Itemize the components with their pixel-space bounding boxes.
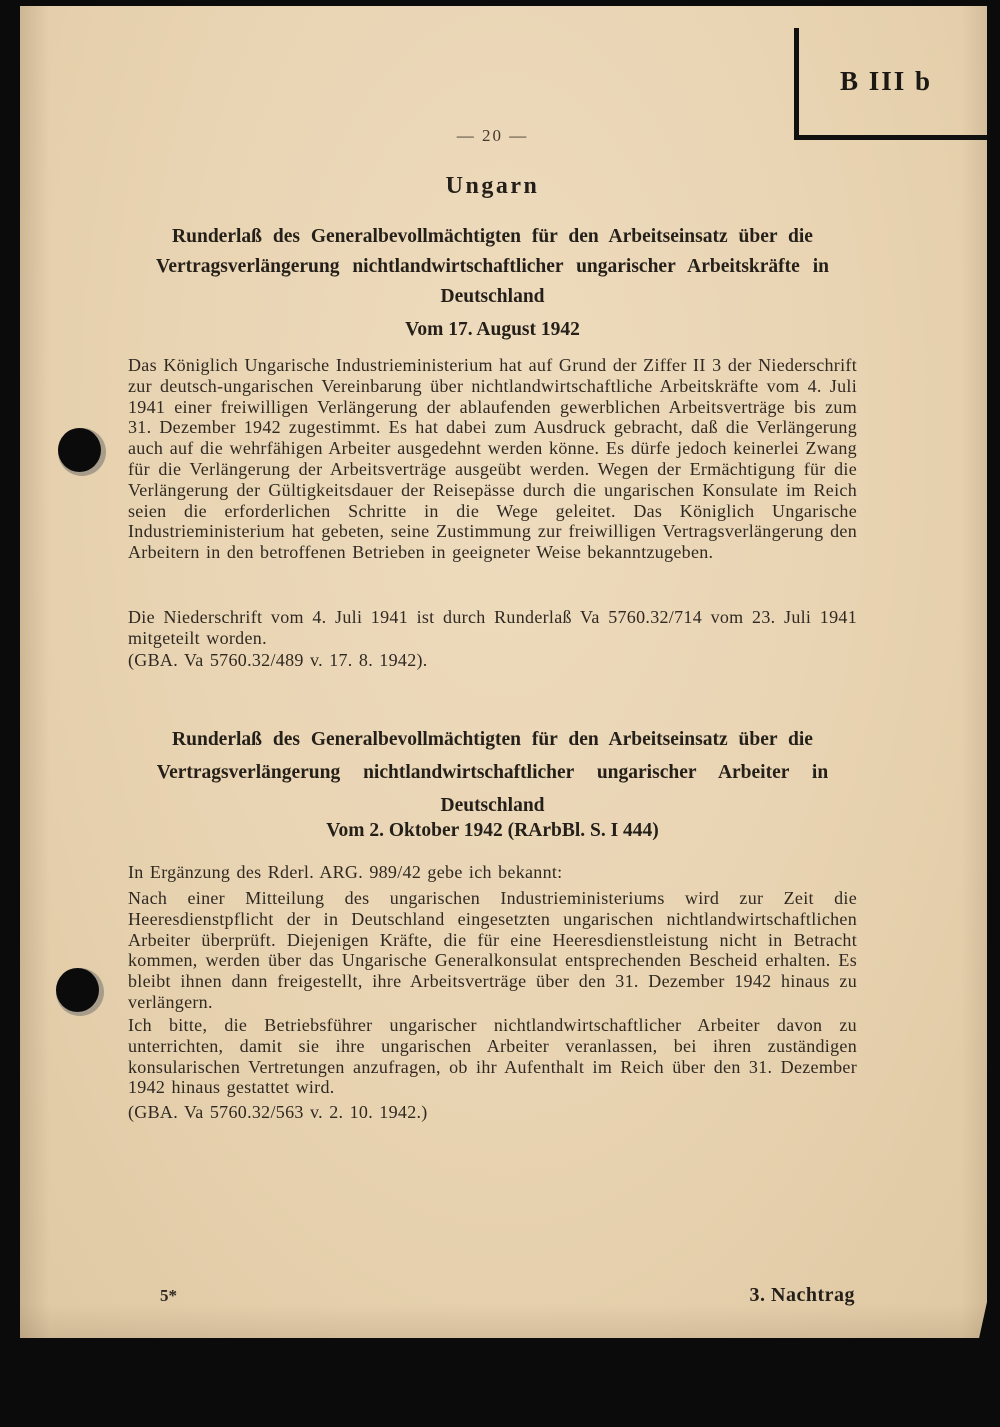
decree-2-paragraph-1: In Ergänzung des Rderl. ARG. 989/42 gebe ich bekannt: [128,862,563,882]
decree-2-reference: (GBA. Va 5760.32/563 v. 2. 10. 1942.) [128,1102,428,1122]
punch-hole-bottom [56,968,104,1016]
classification-tab [794,28,987,140]
decree-1-paragraph-1: Das Königlich Ungarische Industrieministerium hat auf Grund der Ziffer II 3 der Niederschrift zur deutsch-ungarischen Vereinbarung über nichtlandwirtschaftliche Arbeitskräfte vom 4. Juli 1941 einer freiwilligen Verlängerung der ablaufenden gewerblichen Arbeitsverträge bis zum 31. Dezember 1942 zugestimmt. Es hat dabei zum Ausdruck gebracht, daß die Verlängerung auch auf die wehrfähigen Arbeiter ausgedehnt werden könne. Es dürfe jedoch keinerlei Zwang für die Verlängerung der Arbeitsverträge ausgeübt werden. Wegen der Ermächtigung für die Verlängerung der Gültigkeitsdauer der Reisepässe durch die ungarischen Konsulate im Reich seien die erforderlichen Schritte in die Wege geleitet. Das Königlich Ungarische Industrieministerium hat gebeten, seine Zustimmung zur freiwilligen Vertragsverlängerung den Arbeitern in den betroffenen Betrieben in geeigneter Weise bekanntzugeben. [128,355,857,563]
decree-2-date-line: Vom 2. Oktober 1942 (RArbBl. S. I 444) [326,820,659,841]
decree-1-reference: (GBA. Va 5760.32/489 v. 17. 8. 1942). [128,650,428,670]
decree-1-date-line: Vom 17. August 1942 [405,319,580,340]
decree-2-paragraph-2: Nach einer Mitteilung des ungarischen Industrieministeriums wird zur Zeit die Heeresdienstpflicht der in Deutschland eingesetzten ungarischen nichtlandwirtschaftlichen Arbeiter überprüft. Diejenigen Kräfte, die für eine Heeresdienstleistung nicht in Betracht kommen, werden über das Ungarische Generalkonsulat entsprechenden Bescheid erhalten. Es bleibt ihnen dann freigestellt, ihre Arbeitsverträge über den 31. Dezember 1942 hinaus zu verlängern. [128,888,857,1012]
supplement-label: 3. Nachtrag [749,1284,855,1306]
punch-hole-top [58,428,106,476]
decree-2-title [128,723,857,822]
page-number: — 20 — [456,126,529,145]
decree-1-title-line-3: Deutschland [440,286,545,307]
decree-1-title-line-1: Runderlaß des Generalbevollmächtigten für den Arbeitseinsatz über die [172,226,813,247]
decree-2-title-line-2: Vertragsverlängerung nichtlandwirtschaftlicher ungarischer Arbeiter in [156,762,829,783]
footnote-marker: 5* [160,1286,177,1305]
decree-2-title-line-3: Deutschland [440,795,545,816]
decree-2-paragraph-3: Ich bitte, die Betriebsführer ungarischer nichtlandwirtschaftlicher Arbeiter davon zu unterrichten, damit sie ihre ungarischen Arbeiter veranlassen, bei ihren zuständigen konsularischen Vertretungen anzufragen, ob ihr Aufenthalt im Reich über den 31. Dezember 1942 hinaus gestattet wird. [128,1015,857,1098]
paper-sheet [20,6,987,1338]
decree-1-title [128,222,857,312]
classification-tab-label: B III b [839,66,933,96]
decree-1-title-line-2: Vertragsverlängerung nichtlandwirtschaftlicher ungarischer Arbeitskräfte in [156,256,829,277]
section-title: Ungarn [445,173,540,199]
decree-1-paragraph-2: Die Niederschrift vom 4. Juli 1941 ist durch Runderlaß Va 5760.32/714 vom 23. Juli 1941 mitgeteilt worden. [128,607,857,648]
decree-2-title-line-1: Runderlaß des Generalbevollmächtigten für den Arbeitseinsatz über die [172,729,813,750]
